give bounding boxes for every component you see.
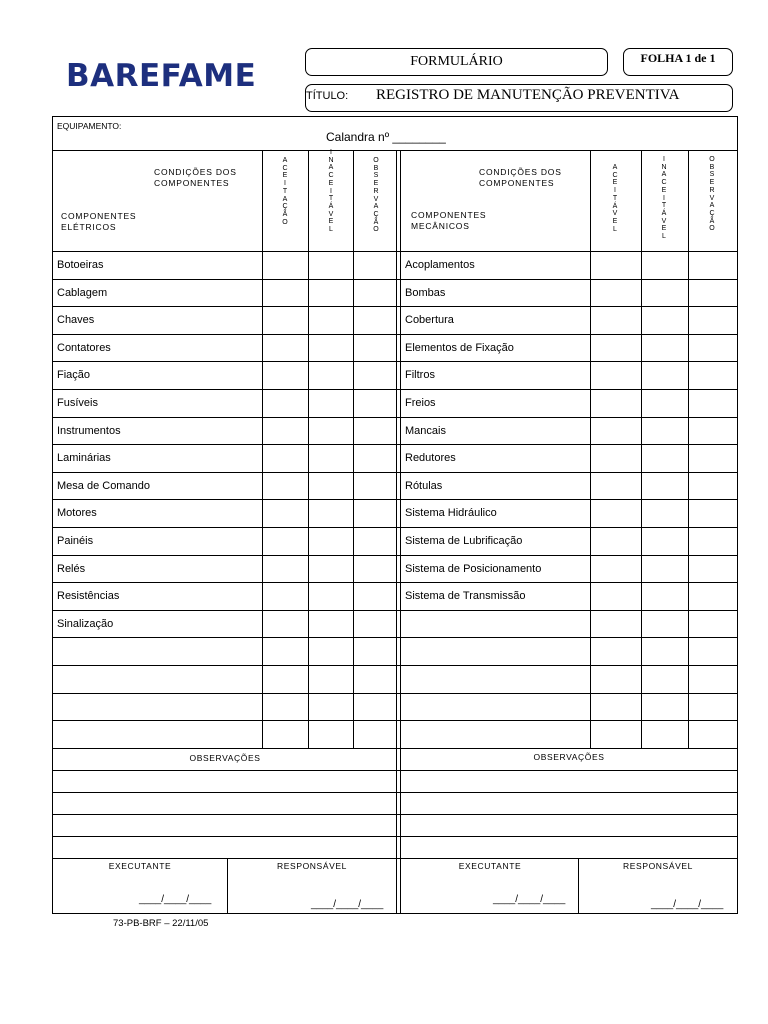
right-check-cell[interactable] — [689, 694, 736, 720]
left-item: Painéis — [57, 535, 94, 547]
right-check-cell[interactable] — [642, 556, 687, 582]
left-col-aceitacao: A C E I T A Ç Ã O — [282, 157, 288, 226]
left-check-cell[interactable] — [263, 556, 307, 582]
right-check-cell[interactable] — [642, 638, 687, 664]
left-item: Mesa de Comando — [57, 480, 150, 492]
left-check-cell[interactable] — [263, 528, 307, 554]
right-conditions-header: CONDIÇÕES DOS COMPONENTES — [479, 167, 562, 188]
left-check-cell[interactable] — [354, 500, 395, 526]
observation-line — [52, 858, 737, 859]
left-check-cell[interactable] — [309, 666, 352, 692]
form-code: 73-PB-BRF – 22/11/05 — [113, 918, 209, 929]
right-check-cell[interactable] — [689, 280, 736, 306]
left-item: Resistências — [57, 590, 120, 602]
right-col-inaceitavel: I N A C E I T Á V E L — [661, 156, 667, 241]
left-check-cell[interactable] — [263, 307, 307, 333]
left-check-cell[interactable] — [354, 418, 395, 444]
observation-line — [52, 792, 737, 793]
right-check-cell[interactable] — [591, 362, 640, 388]
left-observations-label: OBSERVAÇÕES — [189, 753, 261, 763]
left-item: Chaves — [57, 314, 95, 326]
right-check-cell[interactable] — [689, 445, 736, 471]
right-check-cell[interactable] — [591, 473, 640, 499]
right-check-cell[interactable] — [689, 500, 736, 526]
right-check-cell[interactable] — [689, 252, 736, 278]
right-check-cell[interactable] — [591, 583, 640, 609]
right-check-cell[interactable] — [642, 335, 687, 361]
right-item: Filtros — [405, 369, 435, 381]
left-check-cell[interactable] — [309, 528, 352, 554]
right-check-cell[interactable] — [642, 694, 687, 720]
observation-line — [52, 814, 737, 815]
right-responsavel-label: RESPONSÁVEL — [623, 861, 693, 871]
right-check-cell[interactable] — [591, 280, 640, 306]
left-check-cell[interactable] — [354, 473, 395, 499]
right-item: Sistema de Posicionamento — [405, 563, 542, 575]
left-check-cell[interactable] — [309, 390, 352, 416]
right-check-cell[interactable] — [642, 390, 687, 416]
left-check-cell[interactable] — [263, 418, 307, 444]
right-executante-label: EXECUTANTE — [458, 861, 522, 871]
center-divider-right — [400, 150, 401, 914]
right-executante-date[interactable]: ____/____/____ — [493, 894, 566, 905]
left-item: Sinalização — [57, 618, 114, 630]
center-divider-left — [396, 150, 397, 914]
left-check-cell[interactable] — [263, 445, 307, 471]
right-check-cell[interactable] — [591, 500, 640, 526]
right-check-cell[interactable] — [591, 556, 640, 582]
right-observations-label: OBSERVAÇÕES — [533, 752, 605, 762]
equipment-label: EQUIPAMENTO: — [57, 121, 122, 131]
left-check-cell[interactable] — [354, 307, 395, 333]
left-check-cell[interactable] — [354, 694, 395, 720]
left-check-cell[interactable] — [309, 418, 352, 444]
left-check-cell[interactable] — [263, 694, 307, 720]
right-item: Redutores — [405, 452, 456, 464]
right-item: Sistema de Lubrificação — [405, 535, 523, 547]
right-check-cell[interactable] — [591, 445, 640, 471]
left-check-cell[interactable] — [309, 611, 352, 637]
left-check-cell[interactable] — [263, 335, 307, 361]
right-check-cell[interactable] — [689, 638, 736, 664]
right-item: Sistema Hidráulico — [405, 507, 497, 519]
right-item: Elementos de Fixação — [405, 342, 514, 354]
right-check-cell[interactable] — [591, 390, 640, 416]
left-check-cell[interactable] — [263, 638, 307, 664]
left-check-cell[interactable] — [263, 583, 307, 609]
left-item: Fiação — [57, 369, 91, 381]
signature-divider-right — [578, 858, 579, 914]
right-col-aceitavel: A C E I T Á V E L — [612, 164, 618, 233]
right-check-cell[interactable] — [689, 362, 736, 388]
right-check-cell[interactable] — [591, 611, 640, 637]
observation-line — [52, 836, 737, 837]
left-check-cell[interactable] — [354, 583, 395, 609]
right-components-header: COMPONENTES MECÂNICOS — [411, 210, 487, 231]
left-item: Fusíveis — [57, 397, 98, 409]
right-check-cell[interactable] — [591, 307, 640, 333]
title-label: TÍTULO: — [306, 90, 349, 102]
right-item: Sistema de Transmissão — [405, 590, 526, 602]
left-check-cell[interactable] — [263, 252, 307, 278]
observations-header-line — [52, 770, 737, 771]
right-item: Cobertura — [405, 314, 454, 326]
right-item: Freios — [405, 397, 436, 409]
left-responsavel-label: RESPONSÁVEL — [277, 861, 347, 871]
left-check-cell[interactable] — [309, 473, 352, 499]
right-check-cell[interactable] — [689, 335, 736, 361]
right-responsavel-date[interactable]: ____/____/____ — [651, 899, 724, 910]
right-check-cell[interactable] — [642, 445, 687, 471]
left-item: Relés — [57, 563, 86, 575]
equipment-value[interactable]: Calandra nº ________ — [326, 130, 446, 144]
left-check-cell[interactable] — [309, 445, 352, 471]
right-check-cell[interactable] — [642, 528, 687, 554]
left-check-cell[interactable] — [263, 500, 307, 526]
right-check-cell[interactable] — [591, 252, 640, 278]
right-check-cell[interactable] — [689, 418, 736, 444]
right-check-cell[interactable] — [591, 638, 640, 664]
left-conditions-header: CONDIÇÕES DOS COMPONENTES — [154, 167, 237, 188]
left-check-cell[interactable] — [263, 611, 307, 637]
left-check-cell[interactable] — [263, 473, 307, 499]
left-check-cell[interactable] — [354, 556, 395, 582]
right-check-cell[interactable] — [642, 280, 687, 306]
left-check-cell[interactable] — [309, 556, 352, 582]
left-check-cell[interactable] — [263, 666, 307, 692]
equipment-divider — [52, 150, 737, 151]
right-item: Rótulas — [405, 480, 443, 492]
left-check-cell[interactable] — [309, 362, 352, 388]
right-check-cell[interactable] — [689, 307, 736, 333]
right-check-cell[interactable] — [642, 418, 687, 444]
right-check-cell[interactable] — [591, 418, 640, 444]
left-check-cell[interactable] — [354, 638, 395, 664]
left-check-cell[interactable] — [309, 252, 352, 278]
left-check-cell[interactable] — [354, 611, 395, 637]
right-check-cell[interactable] — [591, 721, 640, 747]
left-check-cell[interactable] — [354, 362, 395, 388]
left-item: Instrumentos — [57, 425, 121, 437]
right-check-cell[interactable] — [642, 500, 687, 526]
right-check-cell[interactable] — [689, 556, 736, 582]
left-item: Botoeiras — [57, 259, 104, 271]
right-check-cell[interactable] — [642, 666, 687, 692]
left-check-cell[interactable] — [309, 500, 352, 526]
right-check-cell[interactable] — [642, 252, 687, 278]
right-check-cell[interactable] — [689, 721, 736, 747]
left-check-cell[interactable] — [309, 638, 352, 664]
left-check-cell[interactable] — [309, 280, 352, 306]
left-item: Laminárias — [57, 452, 111, 464]
right-check-cell[interactable] — [642, 362, 687, 388]
left-check-cell[interactable] — [263, 362, 307, 388]
right-check-cell[interactable] — [689, 528, 736, 554]
company-logo: BAREFAME — [66, 58, 257, 94]
right-check-cell[interactable] — [642, 307, 687, 333]
left-item: Cablagem — [57, 287, 108, 299]
title-value: REGISTRO DE MANUTENÇÃO PREVENTIVA — [376, 87, 680, 103]
right-check-cell[interactable] — [689, 390, 736, 416]
left-check-cell[interactable] — [354, 721, 395, 747]
left-check-cell[interactable] — [263, 280, 307, 306]
right-check-cell[interactable] — [642, 611, 687, 637]
left-col-inaceitavel: I N A C E I T Á V E L — [328, 149, 334, 234]
left-check-cell[interactable] — [309, 335, 352, 361]
left-check-cell[interactable] — [354, 280, 395, 306]
right-check-cell[interactable] — [689, 611, 736, 637]
left-executante-date[interactable]: ____/____/____ — [139, 894, 212, 905]
left-responsavel-date[interactable]: ____/____/____ — [311, 899, 384, 910]
right-check-cell[interactable] — [642, 721, 687, 747]
right-check-cell[interactable] — [642, 583, 687, 609]
left-components-header: COMPONENTES ELÉTRICOS — [61, 211, 137, 232]
right-col-observacao: O B S E R V A Ç Ã O — [709, 156, 715, 233]
right-item: Mancais — [405, 425, 446, 437]
left-check-cell[interactable] — [309, 307, 352, 333]
sheet-number: FOLHA 1 de 1 — [623, 48, 733, 76]
left-check-cell[interactable] — [354, 390, 395, 416]
right-item: Bombas — [405, 287, 446, 299]
right-check-cell[interactable] — [689, 473, 736, 499]
right-check-cell[interactable] — [642, 473, 687, 499]
left-item: Motores — [57, 507, 97, 519]
right-check-cell[interactable] — [689, 666, 736, 692]
left-executante-label: EXECUTANTE — [108, 861, 172, 871]
table-row-line — [52, 748, 737, 749]
right-check-cell[interactable] — [591, 335, 640, 361]
signature-divider-left — [227, 858, 228, 914]
left-check-cell[interactable] — [354, 666, 395, 692]
left-item: Contatores — [57, 342, 111, 354]
form-title: FORMULÁRIO — [305, 48, 608, 76]
left-check-cell[interactable] — [354, 252, 395, 278]
right-check-cell[interactable] — [591, 666, 640, 692]
left-check-cell[interactable] — [354, 528, 395, 554]
right-item: Acoplamentos — [405, 259, 475, 271]
left-check-cell[interactable] — [263, 390, 307, 416]
left-check-cell[interactable] — [354, 335, 395, 361]
left-check-cell[interactable] — [309, 694, 352, 720]
left-col-observacao: O B S E R V A Ç Ã O — [373, 157, 379, 234]
title-box — [305, 84, 733, 112]
right-check-cell[interactable] — [591, 694, 640, 720]
left-check-cell[interactable] — [354, 445, 395, 471]
left-check-cell[interactable] — [309, 721, 352, 747]
right-check-cell[interactable] — [689, 583, 736, 609]
left-check-cell[interactable] — [309, 583, 352, 609]
left-check-cell[interactable] — [263, 721, 307, 747]
right-check-cell[interactable] — [591, 528, 640, 554]
